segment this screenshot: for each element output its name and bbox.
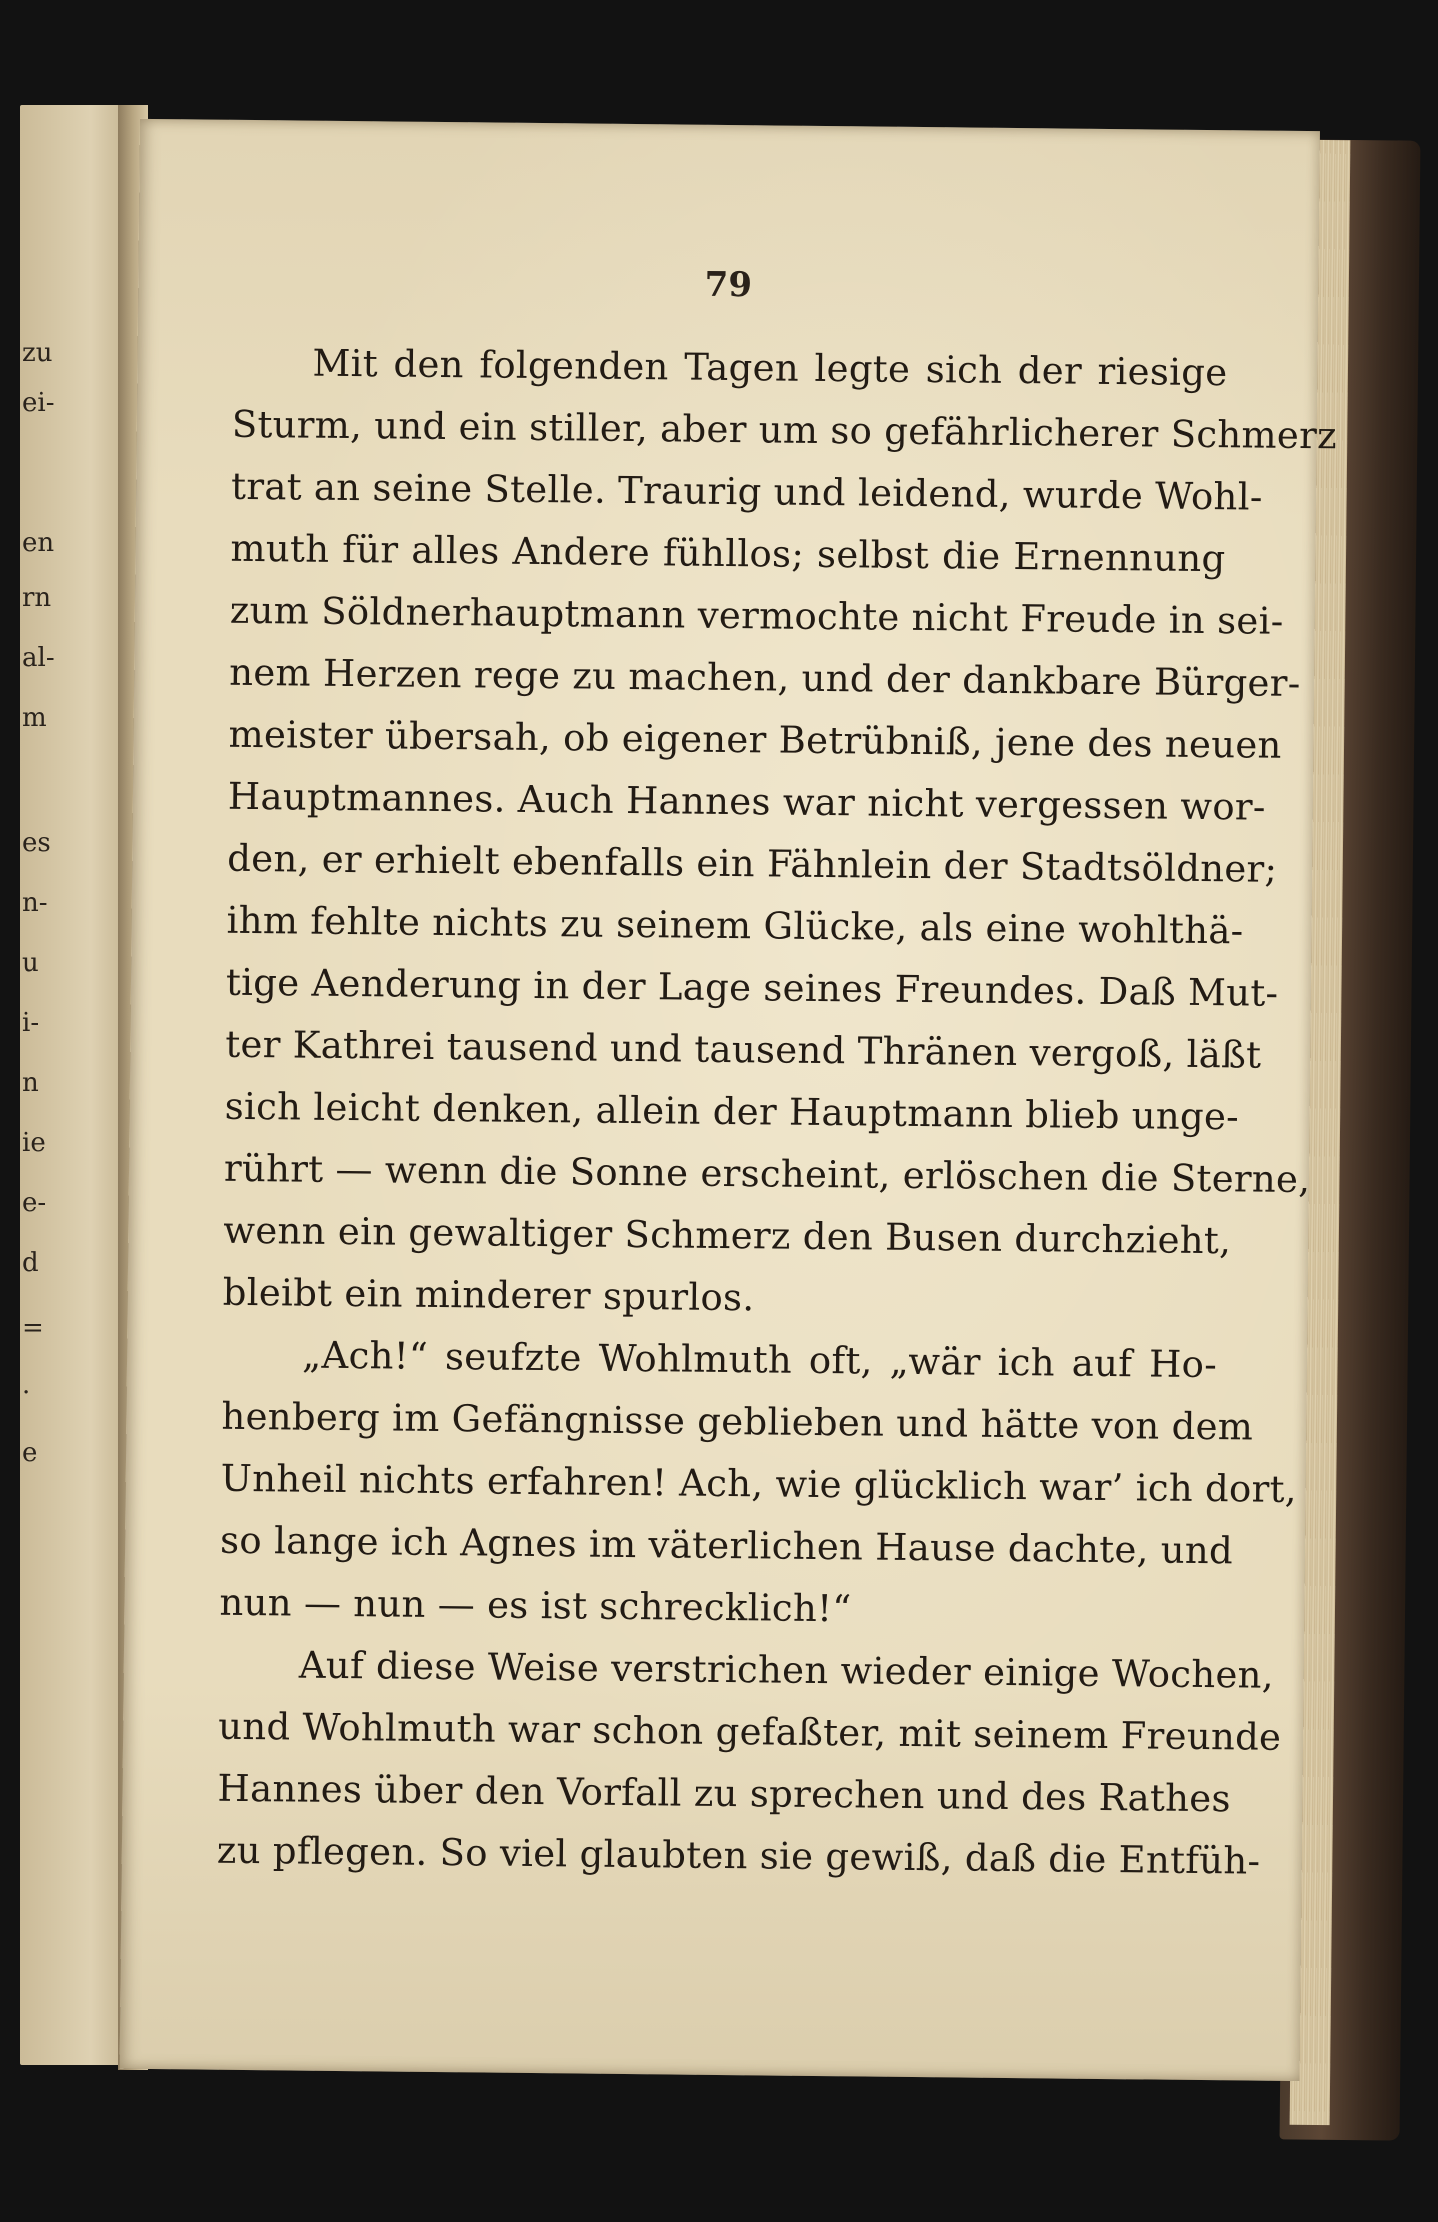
left-fragment: e- (22, 1188, 47, 1218)
left-fragment: i- (22, 1008, 40, 1038)
text-line: den, er erhielt ebenfalls ein Fähnlein der Stadtsöldner; (227, 836, 1278, 891)
left-fragment: u (22, 948, 39, 978)
left-fragment: e (22, 1438, 38, 1468)
text-line: so lange ich Agnes im väterlichen Hause dachte, und (219, 1518, 1234, 1573)
left-fragment: d (22, 1248, 39, 1278)
text-line: henberg im Gefängnisse geblieben und hätte von dem (221, 1394, 1254, 1449)
left-fragment: n (22, 1068, 39, 1098)
text-line: tige Aenderung in der Lage seines Freundes. Daß Mut- (225, 960, 1279, 1015)
text-line: nem Herzen rege zu machen, und der dankbare Bürger- (229, 650, 1301, 706)
text-line: meister übersah, ob eigener Betrübniß, jene des neuen (228, 712, 1282, 767)
text-line: zu pflegen. So viel glaubten sie gewiß, daß die Entfüh- (216, 1828, 1261, 1883)
text-line: und Wohlmuth war schon gefaßter, mit seinem Freunde (217, 1704, 1282, 1759)
left-fragment: · (22, 1378, 31, 1408)
left-fragment: = (22, 1313, 44, 1343)
text-line: Unheil nichts erfahren! Ach, wie glücklich war’ ich dort, (220, 1456, 1298, 1512)
body-text (216, 332, 1338, 1892)
text-line: Auf diese Weise verstrichen wieder einige Wochen, (298, 1643, 1275, 1697)
text-line: zum Söldnerhauptmann vermochte nicht Freude in sei- (229, 588, 1284, 643)
text-line: wenn ein gewaltiger Schmerz den Busen durchzieht, (223, 1208, 1232, 1263)
text-line: „Ach!“ seufzte Wohlmuth oft, „wär ich auf Ho- (301, 1333, 1218, 1387)
left-fragment: rn (22, 583, 52, 613)
page-number: 79 (704, 264, 753, 306)
left-fragment: m (22, 703, 47, 733)
left-fragment: n- (22, 888, 48, 918)
text-line: sich leicht denken, allein der Hauptmann blieb unge- (224, 1084, 1240, 1139)
text-line: Hauptmannes. Auch Hannes war nicht vergessen wor- (227, 774, 1266, 829)
left-fragment: ie (22, 1128, 46, 1158)
right-page (120, 119, 1338, 2081)
text-line: Sturm, und ein stiller, aber um so gefährlicherer Schmerz (231, 402, 1338, 458)
left-fragment: ei- (22, 388, 55, 418)
text-line: bleibt ein minderer spurlos. (222, 1270, 755, 1320)
left-fragment: en (22, 528, 55, 558)
text-line: trat an seine Stelle. Traurig und leidend, wurde Wohl- (230, 464, 1263, 519)
text-line: rührt — wenn die Sonne erscheint, erlöschen die Sterne, (223, 1146, 1311, 1202)
left-fragment: al- (22, 643, 55, 673)
text-line: nun — nun — es ist schrecklich!“ (219, 1580, 852, 1631)
left-fragment: zu (22, 338, 53, 368)
left-fragment: es (22, 828, 51, 858)
text-line: Mit den folgenden Tagen legte sich der riesige (312, 341, 1228, 395)
text-line: Hannes über den Vorfall zu sprechen und des Rathes (217, 1766, 1232, 1821)
text-line: ter Kathrei tausend und tausend Thränen vergoß, läßt (225, 1022, 1262, 1077)
text-line: ihm fehlte nichts zu seinem Glücke, als eine wohlthä- (226, 898, 1244, 953)
text-line: muth für alles Andere fühllos; selbst die Ernennung (230, 526, 1226, 581)
